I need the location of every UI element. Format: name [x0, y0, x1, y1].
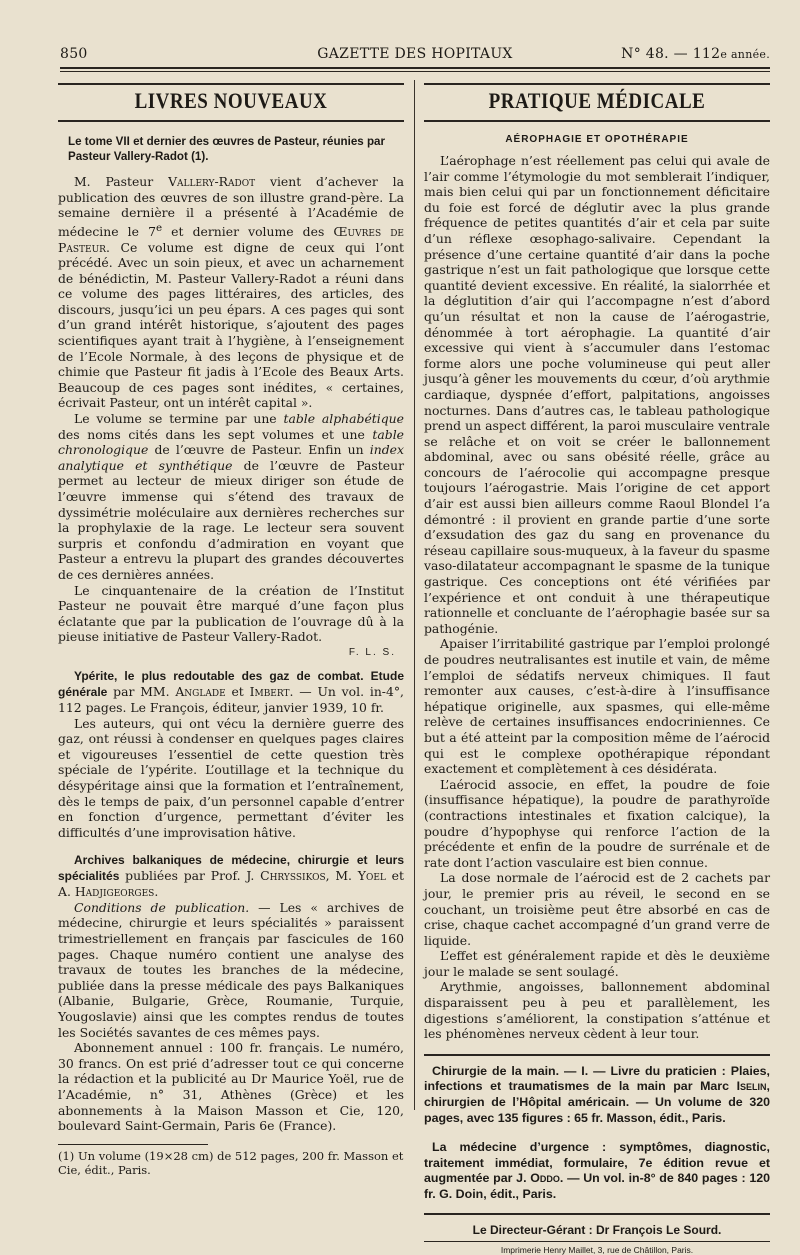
article-paragraph-4: La dose normale de l’aérocid est de 2 cachets par jour, le premier pris au réveil, le second en se couchant, un troisième peut être absorbé en cas de crise, chaque cachet accompagné d’un grand verre de liquide.	[424, 870, 770, 948]
printer-line: Imprimerie Henry Maillet, 3, rue de Châtillon, Paris.	[500, 1244, 694, 1255]
book3-heading	[58, 852, 404, 900]
work-title: Œuvres de Pasteur	[58, 223, 404, 255]
text-run: . — Un vol. in-4°, 112 pages. Le François, éditeur, janvier 1939, 10 fr.	[58, 683, 405, 715]
book3-title: Archives balkaniques de médecine, chirurgie et leurs spécialités	[58, 853, 404, 884]
author-name: Hadjigeorges	[74, 884, 155, 900]
text-run: — Les « archives de médecine, chirurgie et leurs spécialités » paraissent trimestriellement en français par fascicules de 160 pages. Chaque numéro contient une analyse des travaux de toutes les branches de la médecine, publiée dans la presse médicale des pays Balkaniques (Albanie, Bulgarie, Grèce, Roumanie, Turquie, Yougoslavie) ainsi que les comptes rendus de toutes les Sociétés savantes de ces mêmes pays.	[58, 899, 404, 1040]
italic-run: Conditions de publication.	[74, 899, 250, 915]
book1-paragraph-1	[58, 174, 404, 411]
author-name: Yoel	[357, 868, 386, 884]
article-paragraph-2: Apaiser l’irritabilité gastrique par l’emploi prolongé de poudres neutralisantes est inutile et vain, de même l’emploi de sédatifs nerveux chimiques. Il faut remonter aux causes, c’est-à-dire à l’insuffisance hépatique originelle, aux spasmes, qui elle-même relève de certaines insuffisances endocriniennes. Ce but a été atteint par la composition même de l’aérocid qui est le complexe opothérapique répondant exactement et complètement à ces désidérata.	[424, 636, 770, 777]
book1-signature: F. L. S.	[348, 646, 396, 658]
book2-title: Ypérite, le plus redoutable des gaz de combat. Etude générale	[58, 668, 404, 699]
section-rule-bottom	[58, 120, 404, 122]
book3-paragraph-1	[58, 900, 404, 1040]
text-run: La médecine d’urgence : symptômes, diagnostic, traitement immédiat, formulaire, 7e édition revue et augmentée par J.	[424, 1140, 770, 1186]
section-title-pratique: PRATIQUE MÉDICALE	[488, 89, 706, 114]
italic-run: index analytique et synthétique	[58, 442, 404, 473]
italic-run: table alphabétique	[283, 411, 404, 427]
journal-title: GAZETTE DES HOPITAUX	[317, 46, 513, 62]
article-subhead: AÉROPHAGIE ET OPOTHÉRAPIE	[505, 134, 689, 145]
issue-suffix: e année.	[720, 48, 770, 61]
page-header	[60, 44, 770, 66]
issue-number	[621, 46, 770, 62]
text-run: et dernier volume des	[162, 223, 334, 239]
italic-run: table chronologique	[58, 426, 404, 458]
separator-rule	[424, 1213, 770, 1215]
book5-notice	[424, 1140, 770, 1202]
text-run: M. Pasteur	[74, 174, 169, 189]
right-column	[424, 80, 770, 1255]
book1-paragraph-3: Le cinquantenaire de la création de l’Institut Pasteur ne pouvait être marqué d’une façon plus éclatante que par la publication de l’ouvrage dû à la pieuse initiative de Pasteur Vallery-Radot.	[58, 582, 404, 645]
text-run: .	[154, 884, 159, 900]
book4-notice	[424, 1064, 770, 1126]
author-name: Vallery-Radot	[168, 174, 256, 189]
separator-rule	[424, 1054, 770, 1056]
author-name: Anglade	[175, 683, 226, 699]
text-run: de l’œuvre de Pasteur permet au lecteur de mieux diriger son étude de l’œuvre immense qui s’étend des travaux de dyssimétrie moléculaire aux dernières recherches sur la prophylaxie de la rage. Le lecteur sera souvent surpris et confondu d’admiration en voyant que Pasteur a entrevu la plupart des grandes découvertes de ces dernières années.	[58, 457, 404, 582]
text-run: et A.	[58, 868, 404, 900]
section-title-livres: LIVRES NOUVEAUX	[134, 89, 328, 114]
page-number: 850	[60, 46, 88, 62]
separator-rule	[424, 1241, 770, 1242]
article-paragraph-6: Arythmie, angoisses, ballonnement abdominal disparaissent peu à peu et parallèlement, les digestions s’améliorent, la constipation s’atténue et les phénomènes nerveux cèdent à leur tour.	[424, 979, 770, 1042]
footnote: (1) Un volume (19×28 cm) de 512 pages, 200 fr. Masson et Cie, édit., Paris.	[58, 1148, 404, 1177]
section-rule-bottom	[424, 120, 770, 122]
text-run: Le volume se termine par une	[74, 411, 284, 427]
text-run: des noms cités dans les sept volumes et une	[58, 426, 373, 442]
issue-main: N° 48. — 112	[621, 46, 721, 62]
text-run: par MM.	[107, 683, 176, 699]
book1-paragraph-2	[58, 411, 404, 583]
header-rule	[60, 67, 770, 69]
text-run: . — Un vol. in-8° de 840 pages : 120 fr. G. Doin, édit., Paris.	[424, 1171, 771, 1201]
text-run: Chirurgie de la main. — I. — Livre du praticien : Plaies, infections et traumatismes de la main par Marc	[424, 1063, 770, 1094]
article-paragraph-3: L’aérocid associe, en effet, la poudre de foie (insuffisance hépatique), la poudre de parathyroïde (contractions intestinales et fixation calcique), la poudre d’hypophyse qui renforce l’action de la précédente et enfin de la poudre de surrénale et de rate dont l’action vasculaire est bien connue.	[424, 776, 770, 870]
book3-paragraph-2: Abonnement annuel : 100 fr. français. Le numéro, 30 francs. On est prié d’adresser tout ce qui concerne la rédaction et la publicité au Dr Maurice Yoël, rue de l’Académie, n° 31, Athènes (Grèce) et les abonnements à la Maison Masson et Cie, 120, boulevard Saint-Germain, Paris 6e (France).	[58, 1040, 404, 1134]
superscript: e	[155, 221, 163, 234]
text-run: , chirurgien de l’Hôpital américain. — Un volume de 320 pages, avec 135 figures : 65 fr. Masson, édit., Paris.	[424, 1079, 770, 1125]
header-rule-thin	[60, 71, 770, 72]
text-run: de l’œuvre de Pasteur. Enfin un	[148, 442, 370, 458]
author-name: Chryssikos	[260, 868, 326, 884]
text-run: et	[225, 683, 250, 699]
text-run: , M.	[325, 868, 358, 884]
book1-heading: Le tome VII et dernier des œuvres de Pasteur, réunies par Pasteur Vallery-Radot (1).	[68, 135, 386, 163]
footnote-rule	[58, 1144, 208, 1145]
article-paragraph-1: L’aérophage n’est réellement pas celui qui avale de l’air comme l’étymologie du mot semblerait l’indiquer, mais bien celui qui par un fonctionnement déficitaire du foie est forcé de déglutir avec la plus grande fréquence de petites quantités d’air et cela par suite d’un réflexe œsophago-salivaire. Cependant la présence d’une certaine quantité d’air dans la poche gastrique n’est un fait pathologique que lorsque cette quantité devient excessive. En réalité, la sialorrhée et la déglutition d’air qui l’accompagne n’est d’abord qu’un résultat et non la cause de l’aérogastrie, dénommée à tort aérophagie. La quantité d’air excessive qui vient à s’accumuler dans l’estomac forme alors une poche volumineuse qui peut aller jusqu’à gêner les mouvements du cœur, d’où arythmie cardiaque, dyspnée d’effort, palpitations, angoisses nocturnes. Dans d’autres cas, le tableau pathologique prend un aspect différent, la paroi musculaire ventrale se relâche et on voit se créer le ballonnement abdominal, avec ou sans obésité réelle, grâce au concours de l’aérocolie qui accompagne presque toujours l’aérogastrie. Mais l’origine de cet apport d’air est aussi bien ailleurs comme Raoul Blondel l’a démontré : il provient en grande partie d’une sorte d’exsudation des gaz du sang en provenance du réseau capillaire sous-muqueux, à la faveur du spasme vaso-dilatateur accompagnant le spasme de la tunique gastrique. Ces conceptions ont été vérifiées par l’expérience et ont conduit à une thérapeutique rationnelle et concluante de l’aérophagie basée sur sa pathogénie.	[424, 153, 770, 636]
text-run: publiées par Prof. J.	[119, 868, 261, 884]
book2-paragraph-1: Les auteurs, qui ont vécu la dernière guerre des gaz, ont réussi à condenser en quelques pages claires et vigoureuses l’essentiel de cette question très spéciale de l’ypérite. L’outillage et la technique du désypéritage ainsi que la formation et l’entraînement, dès le temps de paix, d’un personnel capable d’entrer en fonction d’urgence, permettant d’éviter les difficultés d’une improvisation hâtive.	[58, 715, 404, 840]
director-line: Le Directeur-Gérant : Dr François Le Sourd.	[472, 1222, 722, 1237]
text-run: vient d’achever la publication des œuvres de son illustre grand-père. La semaine dernière il a présenté à l’Académie de médecine le 7	[58, 174, 404, 239]
left-column	[58, 80, 404, 1177]
article-paragraph-5: L’effet est généralement rapide et dès le deuxième jour le malade se sent soulagé.	[424, 948, 770, 979]
column-divider	[414, 80, 415, 1110]
author-name: Iselin	[736, 1079, 767, 1094]
author-name: Oddo	[530, 1171, 560, 1186]
text-run: . Ce volume est digne de ceux qui l’ont précédé. Avec un soin pieux, et avec un acharnement de bénédictin, M. Pasteur Vallery-Radot a réuni dans ce volume des pages littéraires, des articles, des discours, jusqu’ici un peu épars. A ces pages qui sont d’un grand intérêt historique, s’ajoutent des pages scientifiques ayant trait à l’hygiène, à l’enseignement de l’Ecole Normale, à des leçons de physique et de chimie que Pasteur fit jadis à l’Ecole des Beaux Arts. Beaucoup de ces pages sont inédites, « certaines, écrivait Pasteur, ont un intérêt capital ».	[58, 239, 404, 411]
book2-heading	[58, 668, 404, 716]
author-name: Imbert	[249, 683, 290, 699]
